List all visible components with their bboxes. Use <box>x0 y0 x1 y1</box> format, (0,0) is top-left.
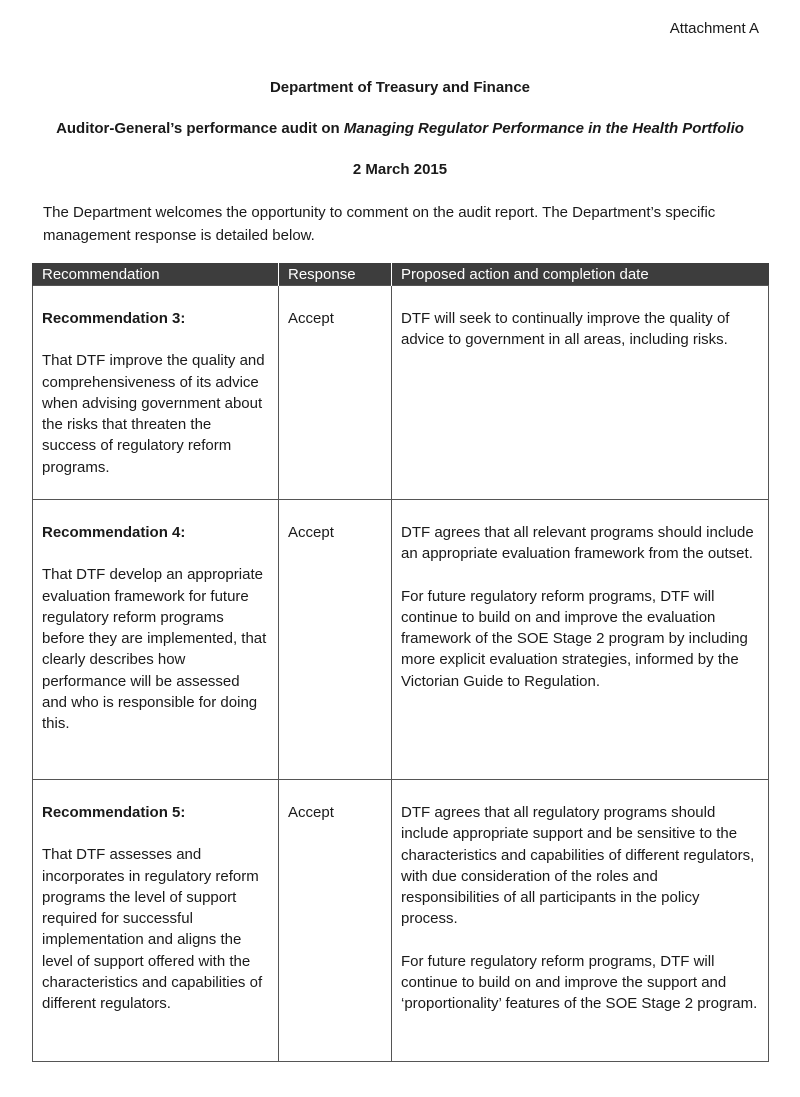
audit-title <box>0 120 800 137</box>
department-title: Department of Treasury and Finance <box>269 79 531 96</box>
action-cell <box>392 780 769 1062</box>
action-paragraph: DTF will seek to continually improve the quality of advice to government in all areas, including risks. <box>401 310 730 349</box>
column-header-action: Proposed action and completion date <box>392 263 769 286</box>
document-date: 2 March 2015 <box>352 161 448 178</box>
table-row <box>33 286 769 500</box>
response-cell <box>279 286 392 500</box>
audit-title-italic: Managing Regulator Performance in the Health Portfolio <box>343 120 744 137</box>
response-value: Accept <box>288 310 334 327</box>
action-cell <box>392 286 769 500</box>
column-header-recommendation: Recommendation <box>33 263 279 286</box>
recommendation-text: That DTF develop an appropriate evaluation framework for future regulatory reform programs before they are implemented, that clearly describes how performance will be assessed and who is responsible for doing this. <box>42 566 267 733</box>
response-value: Accept <box>288 524 334 541</box>
recommendation-cell <box>33 780 279 1062</box>
recommendation-title: Recommendation 3: <box>42 310 186 327</box>
column-header-response: Response <box>279 263 392 286</box>
response-value: Accept <box>288 804 334 821</box>
recommendation-text: That DTF improve the quality and comprehensiveness of its advice when advising government about the risks that threaten the success of regulatory reform programs. <box>42 352 265 476</box>
recommendation-title: Recommendation 4: <box>42 524 186 541</box>
action-paragraph: For future regulatory reform programs, DTF will continue to build on and improve the evaluation framework of the SOE Stage 2 program by including more explicit evaluation strategies, informed by the Victorian Guide to Regulation. <box>401 587 748 690</box>
response-cell <box>279 500 392 780</box>
response-table <box>32 263 769 1062</box>
action-paragraph: DTF agrees that all regulatory programs should include appropriate support and be sensitive to the characteristics and capabilities of different regulators, with due consideration of the roles and responsibilities of all participants in the policy process. <box>401 804 755 928</box>
table-header-row <box>33 263 769 286</box>
recommendation-cell <box>33 500 279 780</box>
action-cell <box>392 500 769 780</box>
recommendation-title: Recommendation 5: <box>42 804 186 821</box>
recommendation-cell <box>33 286 279 500</box>
action-paragraph: DTF agrees that all relevant programs should include an appropriate evaluation framework from the outset. <box>401 524 754 563</box>
table-row <box>33 780 769 1062</box>
response-cell <box>279 780 392 1062</box>
audit-title-prefix: Auditor-General’s performance audit on <box>56 120 344 137</box>
recommendation-text: That DTF assesses and incorporates in regulatory reform programs the level of support required for successful implementation and aligns the level of support offered with the characteristics and capabilities of different regulators. <box>42 846 263 1013</box>
attachment-label: Attachment A <box>669 20 759 37</box>
table-row <box>33 500 769 780</box>
action-paragraph: For future regulatory reform programs, DTF will continue to build on and improve the support and ‘proportionality’ features of the SOE Stage 2 program. <box>401 952 758 1013</box>
intro-paragraph: The Department welcomes the opportunity to comment on the audit report. The Department’s specific management response is detailed below. <box>43 204 716 244</box>
